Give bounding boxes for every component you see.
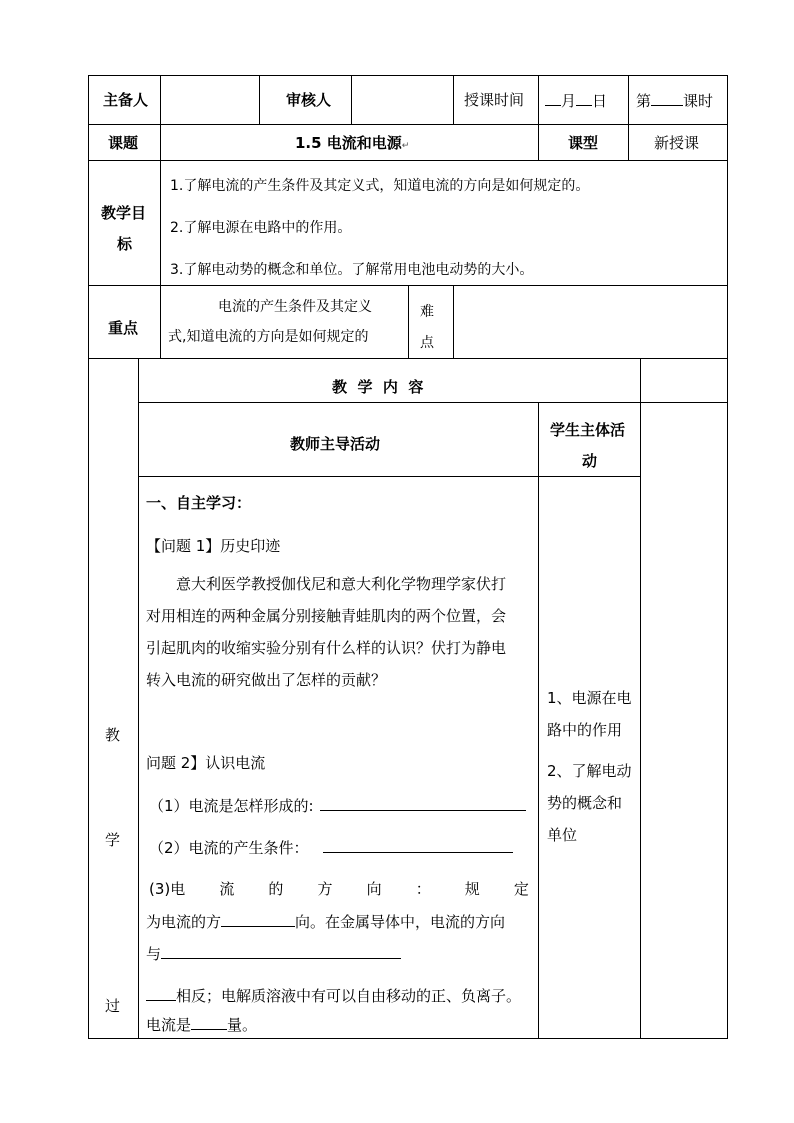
period-suffix: 课时 bbox=[683, 92, 714, 110]
lesson-date bbox=[545, 90, 607, 111]
spaced-char: 向 bbox=[366, 880, 382, 898]
answer-blank[interactable] bbox=[323, 837, 513, 853]
question-1-line: 意大利医学教授伽伐尼和意大利化学物理学家伏打 bbox=[176, 575, 507, 593]
teacher-activity-header: 教师主导活动 bbox=[290, 435, 381, 453]
question-2-title: 问题 2】认识电流 bbox=[146, 754, 266, 772]
lesson-time-label: 授课时间 bbox=[464, 91, 525, 109]
question-2-item-2 bbox=[149, 837, 513, 858]
spaced-char: 流 bbox=[219, 880, 235, 898]
question-2-item-3-l3: 与 bbox=[146, 945, 162, 963]
question-2-item-3-l4: 相反；电解质溶液中有可以自由移动的正、负离子。 bbox=[176, 987, 522, 1005]
self-study-heading: 一、自主学习： bbox=[146, 494, 252, 512]
student-activity-header-line1: 学生主体活 bbox=[550, 421, 626, 439]
answer-blank[interactable] bbox=[146, 985, 176, 1001]
question-2-item-3-line2 bbox=[146, 911, 505, 932]
period-blank[interactable] bbox=[651, 90, 683, 106]
key-points-text-line1: 电流的产生条件及其定义 bbox=[218, 299, 372, 315]
student-activity-line: 势的概念和 bbox=[547, 794, 623, 812]
question-1-title: 【问题 1】历史印迹 bbox=[146, 537, 281, 555]
student-activity-header-line2: 动 bbox=[582, 452, 598, 470]
day-blank[interactable] bbox=[576, 90, 592, 106]
question-2-item-3-line4 bbox=[146, 985, 521, 1006]
spaced-char: 方 bbox=[317, 880, 333, 898]
side-label-char: 过 bbox=[105, 997, 121, 1015]
objectives-label-line2: 标 bbox=[117, 235, 133, 253]
spaced-char: (3)电 bbox=[149, 880, 186, 898]
month-blank[interactable] bbox=[545, 90, 561, 106]
reviewer-label: 审核人 bbox=[286, 91, 332, 109]
side-label-char: 学 bbox=[105, 831, 121, 849]
question-2-item-3-l5a: 电流是 bbox=[146, 1016, 192, 1034]
question-2-item-1-text: （1）电流是怎样形成的: bbox=[149, 797, 314, 815]
spaced-char: 定 bbox=[513, 880, 529, 898]
content-section-title: 教 学 内 容 bbox=[332, 378, 424, 396]
spaced-char: 规 bbox=[464, 880, 480, 898]
day-label: 日 bbox=[592, 92, 608, 110]
answer-blank[interactable] bbox=[191, 1014, 227, 1030]
month-label: 月 bbox=[561, 92, 577, 110]
difficulty-label-line2: 点 bbox=[420, 335, 434, 351]
lesson-period bbox=[636, 90, 713, 111]
student-activity-line: 单位 bbox=[547, 826, 578, 844]
difficulty-label-line1: 难 bbox=[420, 304, 434, 320]
lesson-type-value: 新授课 bbox=[654, 134, 700, 152]
question-2-item-1 bbox=[149, 795, 526, 816]
question-1-line: 对用相连的两种金属分别接触青蛙肌肉的两个位置，会 bbox=[146, 607, 507, 625]
lesson-type-label: 课型 bbox=[568, 134, 599, 152]
preparer-label: 主备人 bbox=[103, 91, 149, 109]
topic-title-text: 1.5 电流和电源 bbox=[295, 134, 402, 152]
objective-item: 2.了解电源在电路中的作用。 bbox=[170, 220, 352, 236]
student-activity-line: 2、了解电动 bbox=[547, 762, 632, 780]
student-activity-line: 1、电源在电 bbox=[547, 689, 632, 707]
student-activity-line: 路中的作用 bbox=[547, 721, 623, 739]
answer-blank[interactable] bbox=[221, 911, 295, 927]
question-2-item-3-l2b: 向。在金属导体中，电流的方向 bbox=[295, 913, 506, 931]
question-2-item-3-l2a: 为电流的方 bbox=[146, 913, 222, 931]
key-points-label: 重点 bbox=[108, 319, 139, 337]
question-2-item-3-line3 bbox=[146, 943, 401, 964]
spaced-char: ： bbox=[415, 880, 431, 898]
period-prefix: 第 bbox=[636, 92, 652, 110]
topic-label: 课题 bbox=[108, 134, 139, 152]
question-2-item-2-text: （2）电流的产生条件： bbox=[149, 839, 309, 857]
objective-item: 1.了解电流的产生条件及其定义式，知道电流的方向是如何规定的。 bbox=[170, 178, 590, 194]
key-points-text-line2: 式,知道电流的方向是如何规定的 bbox=[168, 329, 369, 345]
answer-blank[interactable] bbox=[320, 795, 526, 811]
question-2-item-3-l5b: 量。 bbox=[227, 1016, 258, 1034]
spaced-char: 的 bbox=[268, 880, 284, 898]
paragraph-mark: ↵ bbox=[401, 141, 410, 151]
question-1-line: 转入电流的研究做出了怎样的贡献？ bbox=[146, 671, 387, 689]
topic-title bbox=[295, 133, 409, 156]
answer-blank[interactable] bbox=[161, 943, 401, 959]
question-1-line: 引起肌肉的收缩实验分别有什么样的认识？伏打为静电 bbox=[146, 639, 507, 657]
question-2-item-3-line5 bbox=[146, 1014, 257, 1035]
question-2-item-3-line1 bbox=[149, 879, 529, 899]
objective-item: 3.了解电动势的概念和单位。了解常用电池电动势的大小。 bbox=[170, 262, 534, 278]
side-label-char: 教 bbox=[105, 726, 121, 744]
objectives-label-line1: 教学目 bbox=[101, 204, 147, 222]
